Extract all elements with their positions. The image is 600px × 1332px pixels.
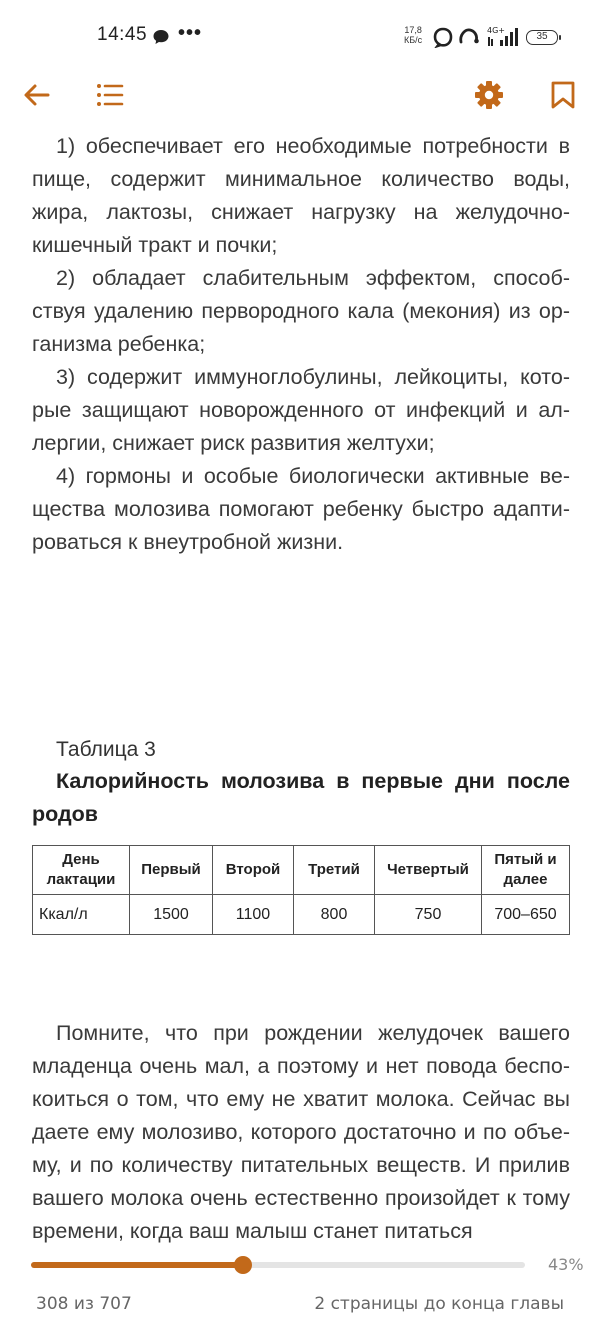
header-cell: Четвертый: [375, 846, 482, 895]
list-paragraph-4: 4) гормоны и особые биологически активные вещества молозива помогают ребенку быстро адаптироваться к внеутробной жизни.: [32, 464, 570, 554]
bookmark-icon[interactable]: [548, 80, 578, 110]
network-label: 4G+: [487, 26, 505, 35]
alarm-icon: [432, 26, 454, 48]
table-cell: 750: [375, 895, 482, 935]
progress-fill: [31, 1262, 243, 1268]
net-speed: [404, 25, 422, 45]
page-counter: 308 из 707: [36, 1294, 132, 1314]
table-header-row: [33, 846, 570, 895]
reader-content: [32, 130, 570, 1248]
status-bar: [0, 0, 600, 74]
table-cell: 1100: [213, 895, 294, 935]
spacer: [32, 559, 570, 735]
arrow-left-icon[interactable]: [22, 80, 52, 110]
chat-icon: [152, 28, 170, 46]
table-row: [33, 895, 570, 935]
table-title: Калорийность молозива в первые дни после родов: [32, 769, 570, 826]
progress-percent: 43%: [548, 1255, 584, 1274]
net-speed-unit: КБ/с: [404, 35, 423, 45]
header-cell: Третий: [294, 846, 375, 895]
reading-progress-bar[interactable]: [31, 1262, 525, 1268]
table-cell: Ккал/л: [33, 895, 130, 935]
table-cell: 700–650: [482, 895, 570, 935]
spacer: [32, 935, 570, 1017]
header-cell: Пятый и далее: [482, 846, 570, 895]
header-cell: День лактации: [33, 846, 130, 895]
reader-toolbar: [0, 74, 600, 116]
battery-indicator: [526, 30, 558, 45]
status-time: 14:45: [97, 24, 148, 45]
list-icon[interactable]: [95, 80, 125, 110]
closing-paragraph: Помните, что при рождении желудочек вашего младенца очень мал, а поэтому и нет повода беспокоиться о том, что ему не хватит молока. Сейчас вы даете ему молозиво, которого достаточно и по объему, и по количеству питательных веществ. И прилив вашего молока очень естественно произойдет к тому времени, когда ваш малыш станет питаться: [32, 1021, 570, 1243]
chapter-remaining: 2 страницы до конца главы: [314, 1294, 564, 1314]
table-caption: Таблица 3: [56, 738, 156, 761]
calorie-table: [32, 845, 570, 935]
sync-icon: [457, 26, 481, 48]
list-paragraph-3: 3) содержит иммуноглобулины, лейкоциты, которые защищают новорожденного от инфекций и аллергии, снижает риск развития желтухи;: [32, 365, 570, 455]
list-paragraph-2: 2) обладает слабительным эффектом, способствуя удалению первородного кала (мекония) из организма ребенка;: [32, 266, 570, 356]
progress-slider-handle[interactable]: [234, 1256, 252, 1274]
signal-icon: [486, 24, 520, 48]
header-cell: Второй: [213, 846, 294, 895]
table-cell: 1500: [130, 895, 213, 935]
header-cell: Первый: [130, 846, 213, 895]
more-notifications-icon: •••: [178, 22, 203, 44]
table-cell: 800: [294, 895, 375, 935]
list-paragraph-1: 1) обеспечивает его необходимые потребности в пище, содержит минимальное количество воды, жира, лактозы, снижает нагрузку на желудочно-кишечный тракт и почки;: [32, 134, 570, 257]
net-speed-value: 17,8: [404, 25, 422, 35]
battery-level: 35: [536, 31, 548, 42]
gear-icon[interactable]: [474, 80, 504, 110]
